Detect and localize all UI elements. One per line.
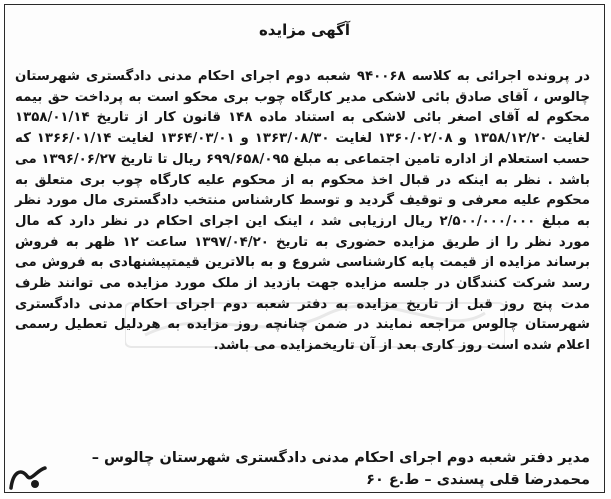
signature-name: محمدرضا قلی پسندی – ط.ع ۶۰	[366, 472, 590, 488]
signature-office: مدیر دفتر شعبه دوم اجرای احکام مدنی دادگستری شهرستان چالوس –	[91, 450, 590, 466]
notice-title: آگهی مزایده	[258, 21, 351, 39]
notice-body: در پرونده اجرائی به کلاسه ۹۴۰۰۶۸ شعبه دوم اجرای احکام مدنی دادگستری شهرستان چالوس ، آقای صادق بائی لاشکی مدیر کارگاه چوب بری محکو است به پرداخت حق بیمه محکوم له آقای اصغر بائی لاشکی به استناد ماده ۱۴۸ قانون کار از تاریخ ۱۳۵۸/۰۱/۱۴ لغایت ۱۳۵۸/۱۲/۲۰ و ۱۳۶۰/۰۲/۰۸ لغایت ۱۳۶۳/۰۸/۳۰ و ۱۳۶۴/۰۳/۰۱ لغایت ۱۳۶۶/۰۱/۱۴ که حسب استعلام از اداره تامین اجتماعی به مبلغ ۶۹۹/۶۵۸/۰۹۵ ریال تا تاریخ ۱۳۹۶/۰۶/۲۷ می باشد . نظر به اینکه در قبال اخذ محکوم به از محکوم علیه کارگاه چوب بری متعلق به محکوم علیه معرفی و توقیف گردید و توسط کارشناس منتخب دادگستری مال مورد نظر به مبلغ ۲/۵۰۰/۰۰۰/۰۰۰ ریال ارزیابی شد ، اینک این اجرای احکام در نظر دارد که مال مورد نظر را از طریق مزایده حضوری به تاریخ ۱۳۹۷/۰۴/۲۰ ساعت ۱۲ ظهر به فروش برساند مزایده از قیمت پایه کارشناسی شروع و به بالاترین قیمتپیشنهادی به فروش می رسد شرکت کنندگان در جلسه مزایده جهت بازدید از ملک مورد مزایده می توانند ظرف مدت پنج روز قبل از تاریخ مزایده به دفتر شعبه دوم اجرای احکام مدنی دادگستری شهرستان چالوس مراجعه نمایند در ضمن چنانچه روز مزایده به هردلیل تعطیل رسمی اعلام شده است روز کاری بعد از آن تاریخمزایده می باشد.	[15, 69, 590, 354]
notice-frame	[4, 4, 605, 493]
publisher-logo-icon	[7, 464, 51, 492]
